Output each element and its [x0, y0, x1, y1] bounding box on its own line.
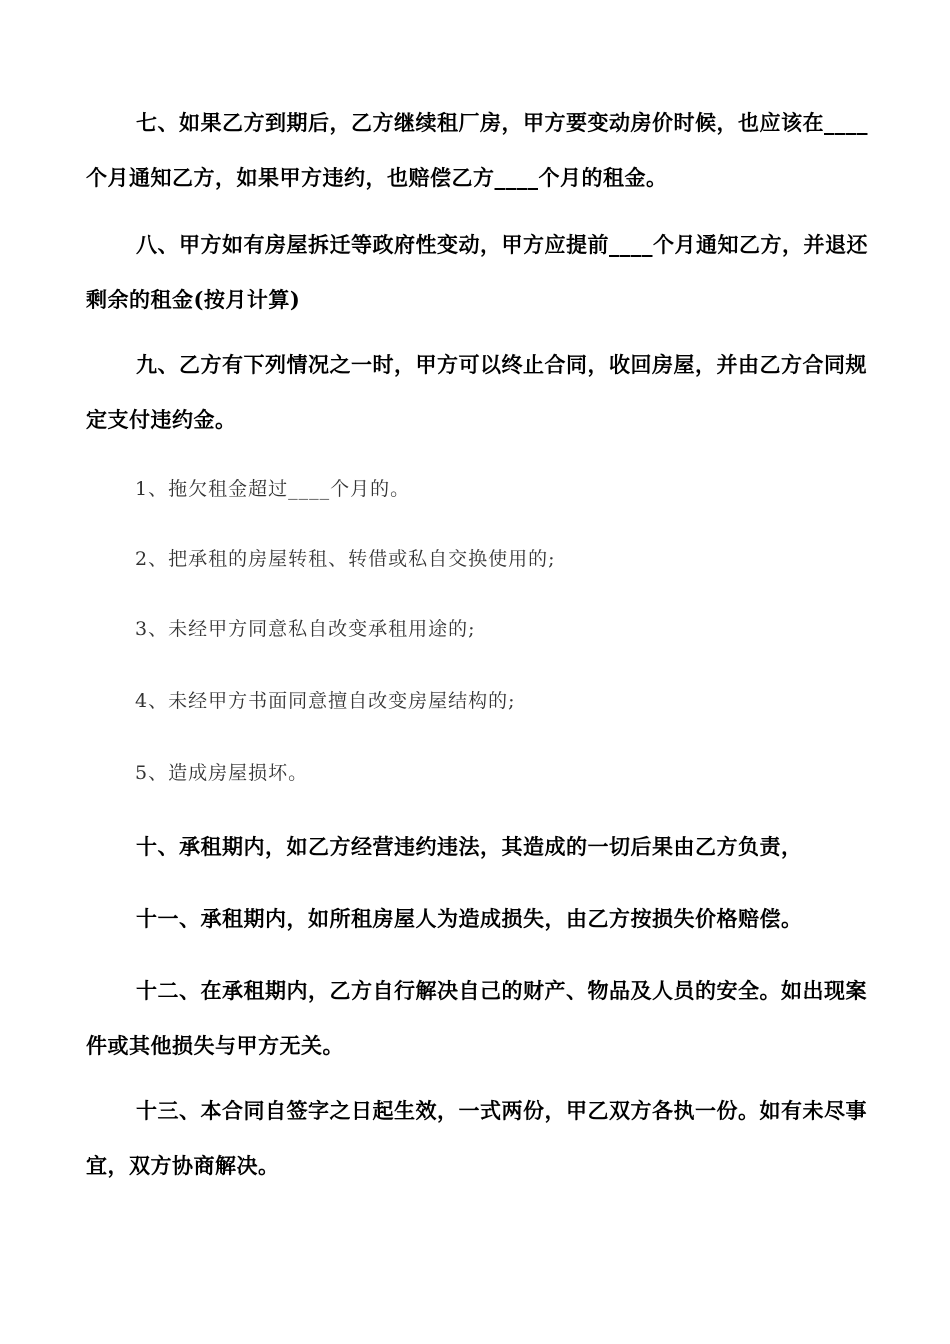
clause-12: 十二、在承租期内，乙方自行解决自己的财产、物品及人员的安全。如出现案件或其他损失与甲方无关。 — [86, 978, 867, 1058]
list-item-4: 4、未经甲方书面同意擅自改变房屋结构的; — [135, 690, 516, 712]
clause-9: 九、乙方有下列情况之一时，甲方可以终止合同，收回房屋，并由乙方合同规定支付违约金。 — [86, 352, 867, 432]
clause-10: 十、承租期内，如乙方经营违约违法，其造成的一切后果由乙方负责， — [136, 834, 803, 859]
list-item-2: 2、把承租的房屋转租、转借或私自交换使用的; — [135, 548, 556, 570]
clause-8: 八、甲方如有房屋拆迁等政府性变动，甲方应提前____个月通知乙方，并退还剩余的租金(按月计算) — [86, 232, 868, 312]
list-item-1: 1、拖欠租金超过____个月的。 — [135, 478, 411, 500]
list-item-3: 3、未经甲方同意私自改变承租用途的; — [135, 618, 476, 640]
list-item-5: 5、造成房屋损坏。 — [135, 762, 309, 784]
clause-7: 七、如果乙方到期后，乙方继续租厂房，甲方要变动房价时候，也应该在____个月通知乙方，如果甲方违约，也赔偿乙方____个月的租金。 — [86, 110, 868, 190]
clause-11: 十一、承租期内，如所租房屋人为造成损失，由乙方按损失价格赔偿。 — [136, 906, 803, 931]
clause-13: 十三、本合同自签字之日起生效，一式两份，甲乙双方各执一份。如有未尽事宜，双方协商解决。 — [86, 1098, 867, 1178]
